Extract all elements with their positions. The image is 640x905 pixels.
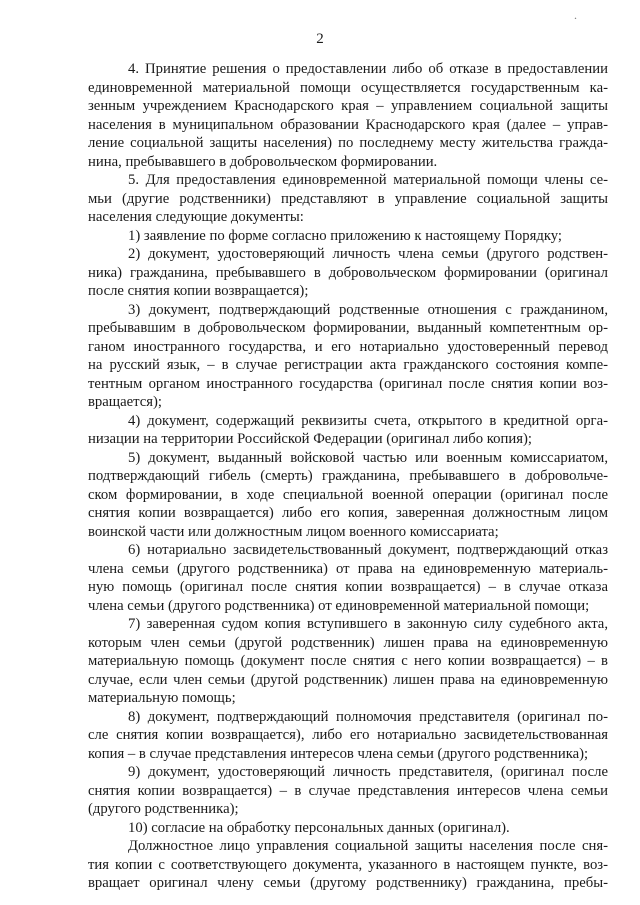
text-line: которым член семьи (другой родственник) лишен права на единовременную (88, 634, 608, 651)
paragraph-item7 (88, 615, 608, 708)
paragraph-item6 (88, 541, 608, 615)
text-line: Должностное лицо управления социальной защиты населения после сня- (128, 838, 608, 854)
text-line: 3) документ, подтверждающий родственные отношения с гражданином, (128, 301, 608, 318)
document-body (88, 60, 608, 893)
text-line: воинской части или должностным лицом военного комиссариата; (88, 523, 499, 540)
text-line: случае, если член семьи (другой родственник) лишен права на единовременную (88, 671, 608, 688)
paragraph-p5 (88, 171, 608, 227)
page-number: 2 (316, 31, 324, 47)
paragraph-item1 (88, 227, 608, 246)
paragraph-item4 (88, 412, 608, 449)
text-line: 7) заверенная судом копия вступившего в законную силу судебного акта, (128, 616, 608, 632)
text-line: сле снятия копии возвращается), либо его нотариально засвидетельствованная (88, 727, 608, 743)
text-line: 4) документ, содержащий реквизиты счета, открытого в кредитной орга- (128, 412, 608, 429)
text-line: копия – в случае представления интересов члена семьи (другого родственника); (88, 745, 589, 762)
text-line: члена семьи (другого родственника) от единовременной материальной помощи; (88, 597, 590, 614)
text-line: тия копии с соответствующего документа, указанного в настоящем пункте, воз- (88, 856, 608, 873)
text-line: мьи (другие родственники) представляют в управление социальной защиты (88, 190, 608, 207)
text-line: 1) заявление по форме согласно приложению к настоящему Порядку; (128, 227, 562, 244)
paragraph-item8 (88, 708, 608, 764)
text-line: 9) документ, удостоверяющий личность представителя, (оригинал после (128, 764, 608, 780)
text-line: ском формировании, в ходе специальной военной операции (оригинал после (88, 486, 608, 503)
text-line: ление социальной защиты населения) по последнему месту жительства гражда- (88, 135, 608, 151)
paragraph-item9 (88, 763, 608, 819)
text-line: нина, пребывавшего в добровольческом формировании. (88, 153, 438, 170)
text-line: ную помощь (оригинал после снятия копии возвращается) – в случае отказа (88, 579, 608, 595)
text-line: подтверждающий гибель (смерть) гражданина, пребывавшего в добровольче- (88, 468, 608, 484)
text-line: материальную помощь (документ после снятия с него копии возвращается) – в (88, 653, 608, 669)
paragraph-p4 (88, 60, 608, 171)
text-line: ника) гражданина, пребывавшего в добровольческом формировании (оригинал (88, 264, 608, 281)
text-line: единовременной материальной помощи осуществляется государственным ка- (88, 79, 608, 96)
text-line: вращается); (88, 394, 162, 410)
paragraph-item3 (88, 301, 608, 412)
text-line: 4. Принятие решения о предоставлении либо об отказе в предоставлении (128, 61, 608, 77)
text-line: материальную помощь; (88, 690, 236, 706)
text-line: тентным органом иностранного государства (оригинал после снятия копии воз- (88, 375, 608, 392)
text-line: пребывавшим в добровольческом формировании, выданный компетентным ор- (88, 320, 608, 336)
paragraph-p_final (88, 837, 608, 893)
text-line: 6) нотариально засвидетельствованный документ, подтверждающий отказ (128, 542, 608, 558)
text-line: 10) согласие на обработку персональных данных (оригинал). (128, 819, 510, 836)
text-line: зенным учреждением Краснодарского края – управлением социальной защиты (88, 98, 608, 114)
text-line: ганом иностранного государства, и его нотариально удостоверенный перевод (88, 338, 608, 355)
text-line: вращает оригинал члену семьи (другому родственнику) гражданина, пребы- (88, 875, 608, 891)
paragraph-item2 (88, 245, 608, 301)
text-line: 2) документ, удостоверяющий личность члена семьи (другого родствен- (128, 246, 608, 262)
text-line: члена семьи (другого родственника) от права на единовременную материаль- (88, 560, 608, 577)
text-line: снятия копии возвращается) – в случае представления интересов члена семьи (88, 782, 608, 799)
text-line: после снятия копии возвращается); (88, 283, 309, 299)
text-line: населения следующие документы: (88, 209, 304, 225)
text-line: 5. Для предоставления единовременной материальной помощи члены се- (128, 172, 608, 188)
scan-mark: . (574, 8, 577, 22)
text-line: 5) документ, выданный войсковой частью или военным комиссариатом, (128, 449, 608, 466)
text-line: (другого родственника); (88, 801, 239, 817)
text-line: 8) документ, подтверждающий полномочия представителя (оригинал по- (128, 708, 608, 725)
text-line: на русский язык, – в случае регистрации акта гражданского состояния компе- (88, 357, 608, 373)
text-line: низации на территории Российской Федерации (оригинал либо копия); (88, 431, 532, 447)
paragraph-item10 (88, 819, 608, 838)
paragraph-item5 (88, 449, 608, 542)
text-line: населения в муниципальном образовании Краснодарского края (далее – управ- (88, 116, 608, 133)
text-line: снятия копии возвращается) либо его копия, заверенная должностным лицом (88, 505, 608, 521)
